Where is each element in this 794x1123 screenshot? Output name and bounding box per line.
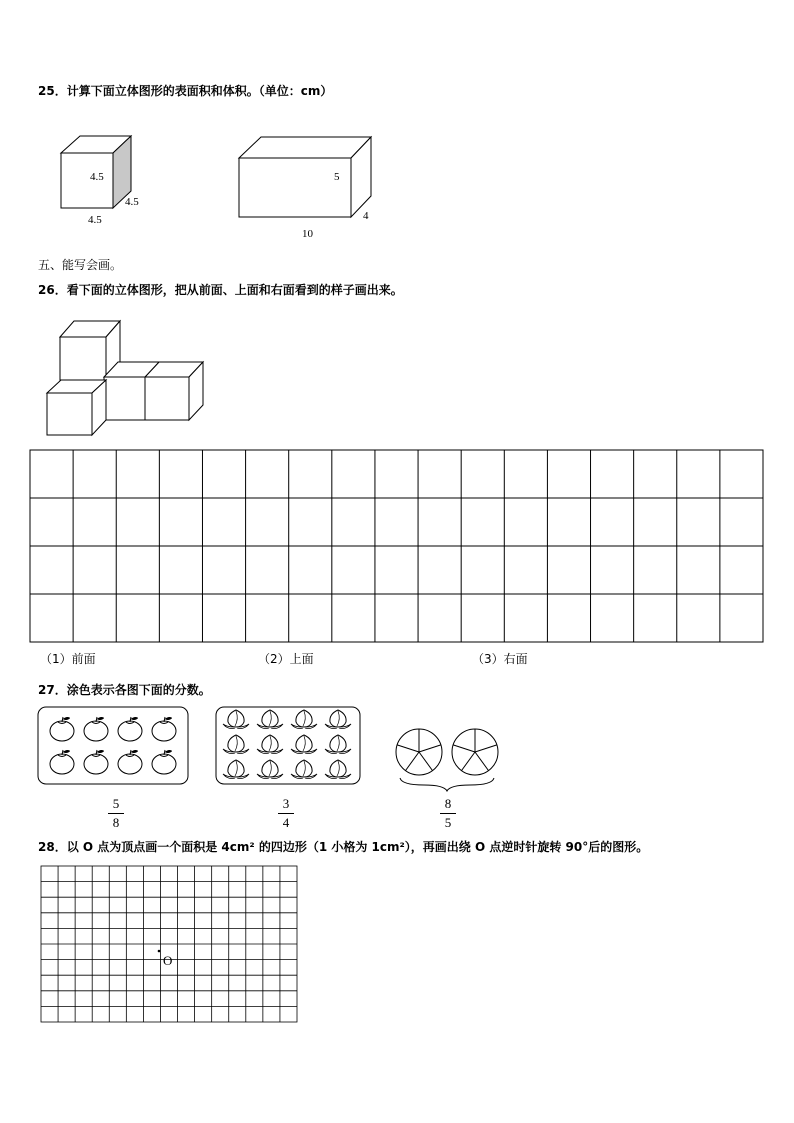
cube-bottom-label: 4.5 <box>88 214 102 226</box>
point-o-label: O <box>163 953 173 968</box>
cuboid-length-label: 10 <box>302 228 313 240</box>
cube-side-label: 4.5 <box>125 196 139 208</box>
fraction-circles: 8 5 <box>438 797 458 830</box>
fraction-peaches: 3 4 <box>276 797 296 830</box>
label-right-view: （3）右面 <box>472 652 528 666</box>
fraction-apples: 5 8 <box>106 797 126 830</box>
label-front-view: （1）前面 <box>40 652 96 666</box>
label-top-view: （2）上面 <box>258 652 314 666</box>
cuboid-height-label: 5 <box>334 171 340 183</box>
cube-front-label: 4.5 <box>90 171 104 183</box>
q28-title: 28．以 O 点为顶点画一个面积是 4cm² 的四边形（1 小格为 1cm²），再画出绕 O 点逆时针旋转 90°后的图形。 <box>38 840 649 854</box>
q27-title: 27．涂色表示各图下面的分数。 <box>38 683 211 697</box>
point-o <box>158 950 161 953</box>
q26-title: 26．看下面的立体图形，把从前面、上面和右面看到的样子画出来。 <box>38 283 403 297</box>
cuboid-depth-label: 4 <box>363 210 369 222</box>
q25-title: 25．计算下面立体图形的表面积和体积。（单位：cm） <box>38 84 333 98</box>
section-title: 五、能写会画。 <box>38 258 123 272</box>
